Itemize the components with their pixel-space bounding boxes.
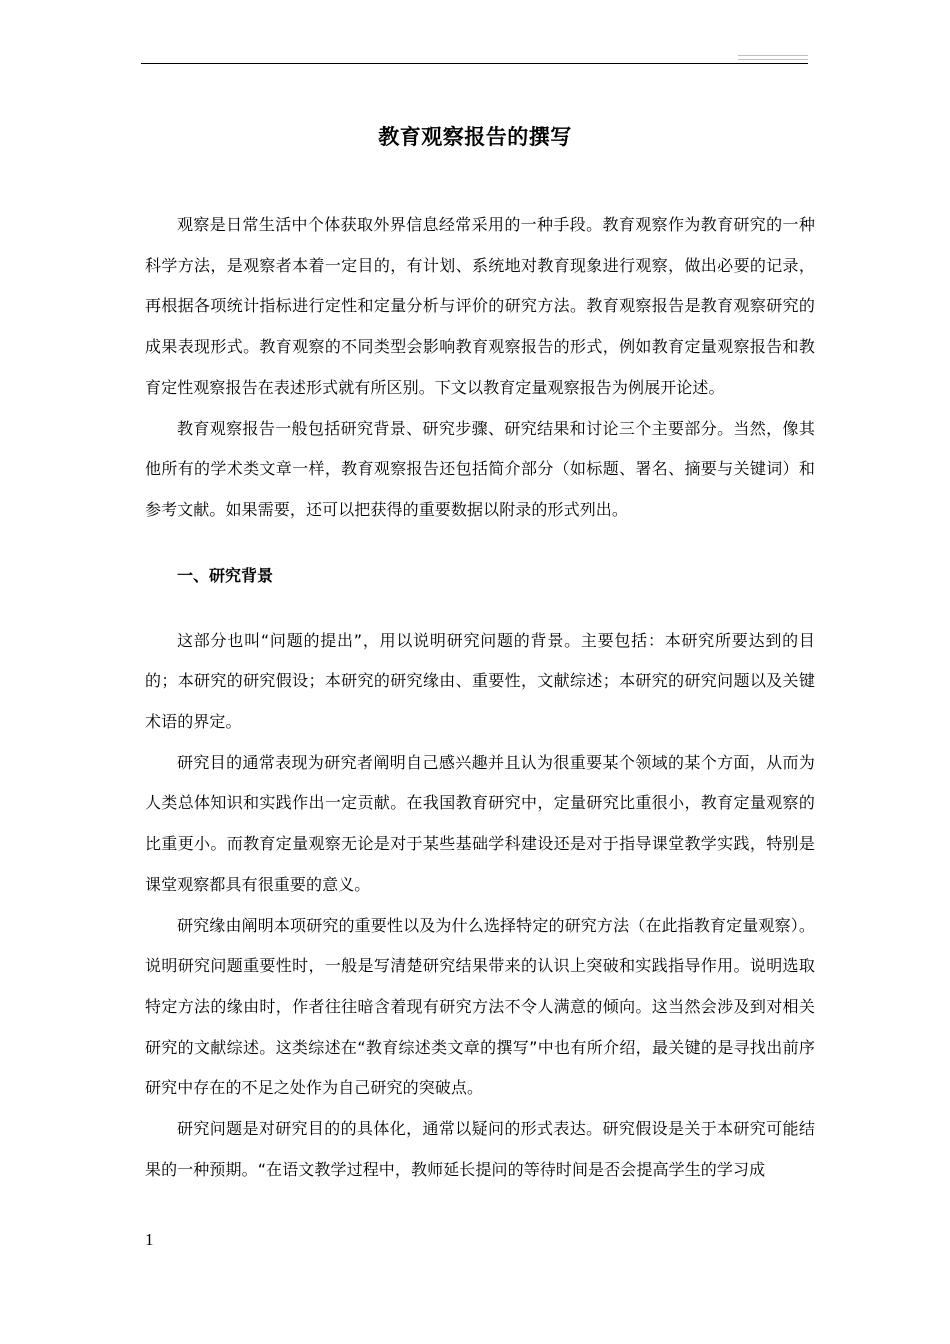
- section-paragraph-2: 研究目的通常表现为研究者阐明自己感兴趣并且认为很重要某个领域的某个方面，从而为人类总体知识和实践作出一定贡献。在我国教育研究中，定量研究比重很小，教育定量观察的比重更小。而教育定量观察无论是对于某些基础学科建设还是对于指导课堂教学实践，特别是课堂观察都具有很重要的意义。: [145, 752, 815, 894]
- header-decoration: [738, 55, 808, 60]
- header-rule: [141, 63, 808, 64]
- section-heading-research-background: 一、研究背景: [177, 565, 274, 585]
- section-paragraph-3: 研究缘由阐明本项研究的重要性以及为什么选择特定的研究方法（在此指教育定量观察）。说明研究问题重要性时，一般是写清楚研究结果带来的认识上突破和实践指导作用。说明选取特定方法的缘由时，作者往往暗含着现有研究方法不令人满意的倾向。这当然会涉及到对相关研究的文献综述。这类综述在“教育综述类文章的撰写”中也有所介绍，最关键的是寻找出前序研究中存在的不足之处作为自己研究的突破点。: [145, 915, 815, 1098]
- intro-paragraph-1: 观察是日常生活中个体获取外界信息经常采用的一种手段。教育观察作为教育研究的一种科学方法，是观察者本着一定目的，有计划、系统地对教育现象进行观察，做出必要的记录，再根据各项统计指标进行定性和定量分析与评价的研究方法。教育观察报告是教育观察研究的成果表现形式。教育观察的不同类型会影响教育观察报告的形式，例如教育定量观察报告和教育定性观察报告在表述形式就有所区别。下文以教育定量观察报告为例展开论述。: [145, 215, 815, 397]
- section-paragraph-1: 这部分也叫“问题的提出”，用以说明研究问题的背景。主要包括：本研究所要达到的目的；本研究的研究假设；本研究的研究缘由、重要性，文献综述；本研究的研究问题以及关键术语的界定。: [145, 630, 815, 732]
- section-paragraph-4: 研究问题是对研究目的的具体化，通常以疑问的形式表达。研究假设是关于本研究可能结果的一种预期。“在语文教学过程中，教师延长提问的等待时间是否会提高学生的学习成: [145, 1119, 815, 1179]
- page-number: 1: [145, 1230, 154, 1249]
- document-body: [145, 205, 815, 1190]
- intro-paragraph-2: 教育观察报告一般包括研究背景、研究步骤、研究结果和讨论三个主要部分。当然，像其他所有的学术类文章一样，教育观察报告还包括简介部分（如标题、署名、摘要与关键词）和参考文献。如果需要，还可以把获得的重要数据以附录的形式列出。: [145, 418, 815, 519]
- document-title: 教育观察报告的撰写: [378, 125, 572, 150]
